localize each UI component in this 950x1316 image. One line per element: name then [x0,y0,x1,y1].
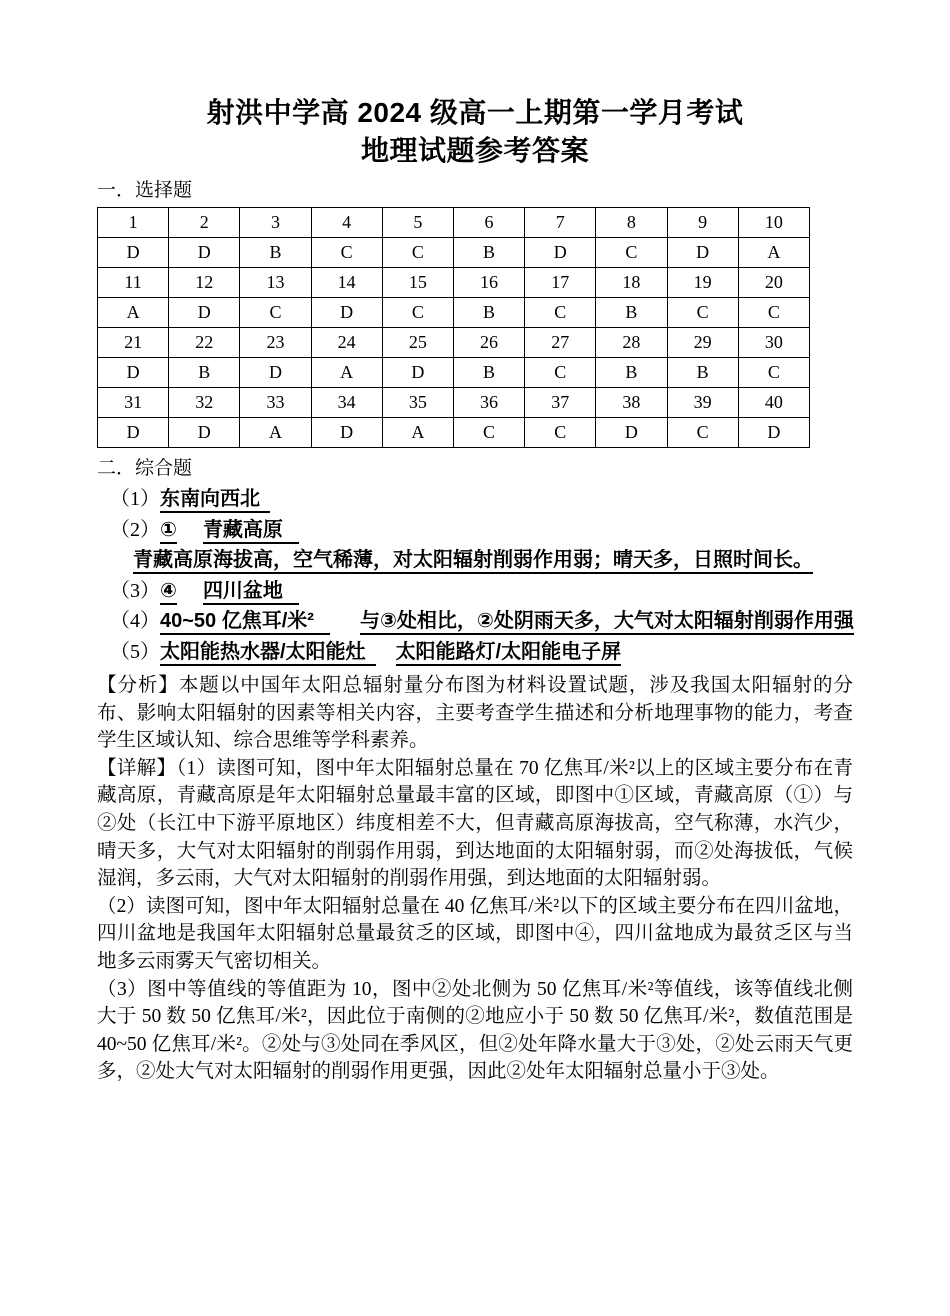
answer-line-4 [110,606,853,637]
answer-letter-cell: D [525,238,596,268]
answer-letter-cell: C [382,298,453,328]
answer-text-4: 与③处相比，②处阴雨天多，大气对太阳辐射削弱作用强 [360,610,854,635]
question-number-cell: 40 [738,388,809,418]
answer-text-1: 东南向西北 [160,488,270,513]
answer-number-1: （1） [110,488,160,510]
answer-letter-cell: C [596,238,667,268]
question-number-cell: 25 [382,328,453,358]
question-number-row [98,388,810,418]
question-number-cell: 16 [453,268,524,298]
answer-line-2 [110,515,853,546]
comprehensive-answers [97,484,853,667]
answer-letter-cell: C [738,358,809,388]
question-number-cell: 12 [169,268,240,298]
question-number-row [98,208,810,238]
question-number-cell: 4 [311,208,382,238]
question-number-cell: 36 [453,388,524,418]
question-number-cell: 9 [667,208,738,238]
analysis-paragraph: 【分析】本题以中国年太阳总辐射量分布图为材料设置试题，涉及我国太阳辐射的分布、影响太阳辐射的因素等相关内容，主要考查学生描述和分析地理事物的能力，考查学生区域认知、综合思维等学科素养。 [97,675,853,752]
answer-letter-cell: B [596,298,667,328]
answer-number-3: （3） [110,579,160,602]
answer-letter-cell: D [311,418,382,448]
answer-letter-cell: D [169,238,240,268]
answer-letter-cell: D [169,298,240,328]
question-number-cell: 30 [738,328,809,358]
answer-letter-cell: A [240,418,311,448]
answer-text-5b: 太阳能路灯/太阳能电子屏 [396,641,622,666]
question-number-cell: 3 [240,208,311,238]
answer-letter-cell: C [667,418,738,448]
question-number-cell: 17 [525,268,596,298]
answer-letter-cell: C [738,298,809,328]
question-number-cell: 11 [98,268,169,298]
answer-letter-cell: A [98,298,169,328]
answer-letter-cell: B [453,358,524,388]
answer-letter-cell: D [98,238,169,268]
answer-letter-row [98,238,810,268]
question-number-cell: 5 [382,208,453,238]
answer-line-1 [110,484,853,515]
question-number-cell: 20 [738,268,809,298]
answer-letter-cell: A [311,358,382,388]
answer-line-5 [110,637,853,668]
question-number-cell: 33 [240,388,311,418]
question-number-cell: 37 [525,388,596,418]
answer-detail-text-2: 青藏高原海拔高，空气稀薄，对太阳辐射削弱作用弱；晴天多，日照时间长。 [133,549,813,574]
question-number-cell: 24 [311,328,382,358]
question-number-cell: 21 [98,328,169,358]
detail-paragraph-2: （2）读图可知，图中年太阳辐射总量在 40 亿焦耳/米²以下的区域主要分布在四川盆地，四川盆地是我国年太阳辐射总量最贫乏的区域，即图中④，四川盆地成为最贫乏区与当地多云雨雾天气密切相关。 [97,895,853,972]
answer-letter-cell: A [382,418,453,448]
answer-letter-cell: D [169,418,240,448]
answer-line-3 [110,576,853,607]
answer-letter-cell: D [738,418,809,448]
answer-letter-cell: B [453,238,524,268]
page-title-line2: 地理试题参考答案 [360,135,589,166]
answer-letter-cell: B [596,358,667,388]
answer-letter-cell: D [240,358,311,388]
question-number-cell: 1 [98,208,169,238]
question-number-cell: 23 [240,328,311,358]
detail-paragraph-3: （3）图中等值线的等值距为 10，图中②处北侧为 50 亿焦耳/米²等值线，该等值线北侧大于 50 数 50 亿焦耳/米²，因此位于南侧的②地应小于 50 数 50 亿焦耳/米²，数值范围是 40~50 亿焦耳/米²。②处与③处同在季风区，但②处年降水量大于③处，②处云雨天气更多，②处大气对太阳辐射的削弱作用更强，因此②处年太阳辐射总量小于③处。 [97,978,853,1083]
answer-letter-cell: D [596,418,667,448]
answer-letter-cell: A [738,238,809,268]
question-number-cell: 15 [382,268,453,298]
answer-label-2: ① [160,519,177,544]
question-number-cell: 19 [667,268,738,298]
section-heading-comprehensive: 二．综合题 [97,458,193,479]
question-number-cell: 27 [525,328,596,358]
question-number-row [98,328,810,358]
question-number-cell: 2 [169,208,240,238]
answer-letter-row [98,298,810,328]
choice-answers-table-body [98,208,810,448]
question-number-cell: 14 [311,268,382,298]
question-number-cell: 34 [311,388,382,418]
answer-number-4: （4） [110,610,160,632]
answer-text-2: 青藏高原 [203,519,299,544]
answer-letter-cell: D [98,418,169,448]
answer-number-5: （5） [110,640,160,663]
answer-letter-cell: C [311,238,382,268]
answer-line-2-detail [133,545,853,576]
question-number-cell: 28 [596,328,667,358]
question-number-cell: 7 [525,208,596,238]
answer-letter-row [98,358,810,388]
answer-letter-cell: D [311,298,382,328]
question-number-cell: 31 [98,388,169,418]
answer-text-5a: 太阳能热水器/太阳能灶 [160,641,376,666]
section-heading-choice: 一．选择题 [97,180,193,201]
answer-letter-cell: B [240,238,311,268]
question-number-cell: 26 [453,328,524,358]
question-number-cell: 29 [667,328,738,358]
question-number-cell: 22 [169,328,240,358]
answer-letter-cell: C [240,298,311,328]
choice-answers-table [97,207,810,448]
answer-letter-cell: C [525,358,596,388]
answer-label-3: ④ [160,580,177,605]
answer-number-2: （2） [110,518,160,541]
question-number-cell: 35 [382,388,453,418]
answer-letter-cell: C [453,418,524,448]
question-number-cell: 38 [596,388,667,418]
answer-letter-cell: D [667,238,738,268]
question-number-cell: 18 [596,268,667,298]
answer-letter-row [98,418,810,448]
question-number-cell: 39 [667,388,738,418]
question-number-cell: 13 [240,268,311,298]
answer-text-3: 四川盆地 [203,580,299,605]
answer-letter-cell: C [382,238,453,268]
answer-letter-cell: C [667,298,738,328]
question-number-cell: 10 [738,208,809,238]
answer-letter-cell: B [667,358,738,388]
answer-value-4: 40~50 亿焦耳/米² [160,610,330,635]
answer-letter-cell: D [98,358,169,388]
question-number-row [98,268,810,298]
question-number-cell: 6 [453,208,524,238]
detail-paragraph-1: 【详解】（1）读图可知，图中年太阳辐射总量在 70 亿焦耳/米²以上的区域主要分布在青藏高原，青藏高原是年太阳辐射总量最丰富的区域，即图中①区域，青藏高原（①）与②处（长江中下游平原地区）纬度相差不大，但青藏高原海拔高，空气称薄，水汽少，晴天多，大气对太阳辐射的削弱作用弱，到达地面的太阳辐射弱，而②处海拔低，气候湿润，多云雨，大气对太阳辐射的削弱作用强，到达地面的太阳辐射弱。 [97,757,853,890]
answer-letter-cell: B [169,358,240,388]
answer-letter-cell: C [525,298,596,328]
answer-letter-cell: C [525,418,596,448]
page-title-line1: 射洪中学高 2024 级高一上期第一学月考试 [206,97,744,128]
question-number-cell: 32 [169,388,240,418]
answer-letter-cell: B [453,298,524,328]
question-number-cell: 8 [596,208,667,238]
document-title [97,0,853,170]
answer-letter-cell: D [382,358,453,388]
